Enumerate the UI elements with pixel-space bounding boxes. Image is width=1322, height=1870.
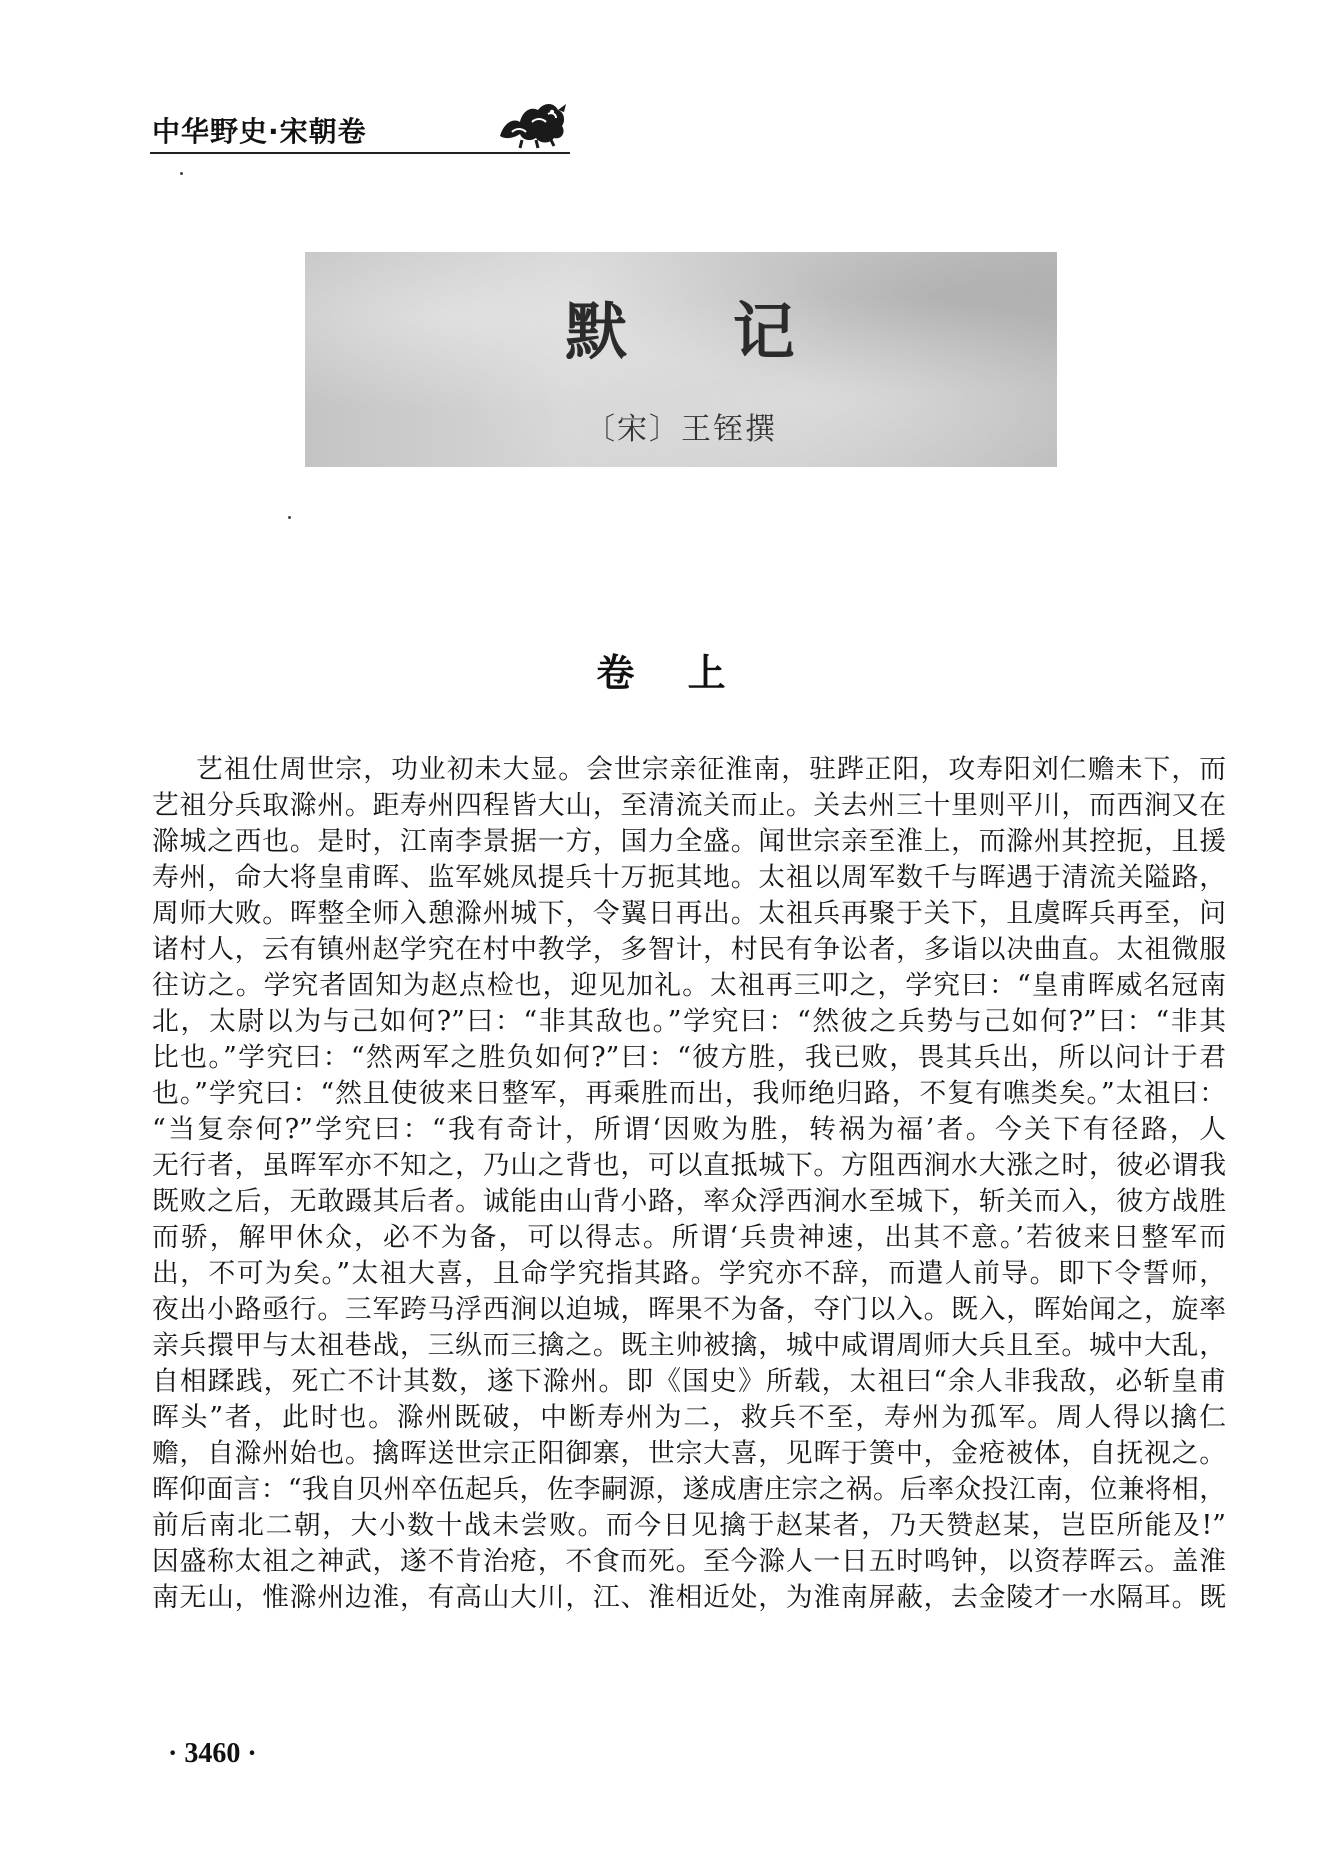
page-number: · 3460 · — [168, 1738, 257, 1769]
text-line: 周师大败。晖整全师入憩滁州城下，令翼日再出。太祖兵再聚于关下，且虞晖兵再至，问 — [152, 898, 1226, 929]
text-line: 诸村人，云有镇州赵学究在村中教学，多智计，村民有争讼者，多诣以决曲直。太祖微服 — [152, 934, 1226, 965]
text-line: 前后南北二朝，大小数十战未尝败。而今日见擒于赵某者，乃天赞赵某，岂臣所能及!” — [152, 1510, 1226, 1541]
text-line: 往访之。学究者固知为赵点检也，迎见加礼。太祖再三叩之，学究曰：“皇甫晖威名冠南 — [152, 970, 1226, 1001]
body-text — [152, 752, 1226, 1616]
text-line: 滁城之西也。是时，江南李景据一方，国力全盛。闻世宗亲至淮上，而滁州其控扼，且援 — [152, 826, 1226, 857]
text-line: 也。”学究曰：“然且使彼来日整军，再乘胜而出，我师绝归路，不复有噍类矣。”太祖曰： — [152, 1078, 1226, 1109]
text-line: 比也。”学究曰：“然两军之胜负如何?”曰：“彼方胜，我已败，畏其兵出，所以问计于君 — [152, 1042, 1226, 1073]
text-line: 既败之后，无敢蹑其后者。诚能由山背小路，率众浮西涧水至城下，斩关而入，彼方战胜 — [152, 1186, 1226, 1217]
text-line: 夜出小路亟行。三军跨马浮西涧以迫城，晖果不为备，夺门以入。既入，晖始闻之，旋率 — [152, 1294, 1226, 1325]
text-line: 南无山，惟滁州边淮，有高山大川，江、淮相近处，为淮南屏蔽，去金陵才一水隔耳。既 — [152, 1582, 1226, 1613]
text-line: 艺祖仕周世宗，功业初未大显。会世宗亲征淮南，驻跸正阳，攻寿阳刘仁赡未下，而 — [196, 754, 1226, 785]
dragon-emblem-icon — [492, 92, 572, 150]
header-rule — [150, 152, 570, 154]
text-line: “当复奈何?”学究曰：“我有奇计，所谓‘因败为胜，转祸为福’者。今关下有径路，人 — [152, 1114, 1226, 1145]
text-line: 赡，自滁州始也。擒晖送世宗正阳御寨，世宗大喜，见晖于箦中，金疮被体，自抚视之。 — [152, 1438, 1226, 1469]
section-title: 卷 上 — [596, 651, 726, 695]
book-title: 默 记 — [565, 295, 797, 368]
text-line: 而骄，解甲休众，必不为备，可以得志。所谓‘兵贵神速，出其不意。’若彼来日整军而 — [152, 1222, 1226, 1253]
text-line: 晖仰面言：“我自贝州卒伍起兵，佐李嗣源，遂成唐庄宗之祸。后率众投江南，位兼将相， — [152, 1474, 1226, 1505]
book-author: 〔宋〕王铚撰 — [585, 412, 777, 447]
text-line: 自相蹂践，死亡不计其数，遂下滁州。即《国史》所载，太祖曰“余人非我敌，必斩皇甫 — [152, 1366, 1226, 1397]
scan-speck — [288, 516, 291, 519]
scan-speck — [180, 172, 183, 175]
text-line: 北，太尉以为与己如何?”曰：“非其敌也。”学究曰：“然彼之兵势与己如何?”曰：“非其 — [152, 1006, 1226, 1037]
text-line: 出，不可为矣。”太祖大喜，且命学究指其路。学究亦不辞，而遣人前导。即下令誓师， — [152, 1258, 1226, 1289]
title-banner — [305, 252, 1057, 467]
text-line: 无行者，虽晖军亦不知之，乃山之背也，可以直抵城下。方阻西涧水大涨之时，彼必谓我 — [152, 1150, 1226, 1181]
text-line: 晖头”者，此时也。滁州既破，中断寿州为二，救兵不至，寿州为孤军。周人得以擒仁 — [152, 1402, 1226, 1433]
text-line: 因盛称太祖之神武，遂不肯治疮，不食而死。至今滁人一日五时鸣钟，以资荐晖云。盖淮 — [152, 1546, 1226, 1577]
text-line: 亲兵擐甲与太祖巷战，三纵而三擒之。既主帅被擒，城中咸谓周师大兵且至。城中大乱， — [152, 1330, 1226, 1361]
running-head: 中华野史·宋朝卷 — [152, 115, 367, 148]
text-line: 艺祖分兵取滁州。距寿州四程皆大山，至清流关而止。关去州三十里则平川，而西涧又在 — [152, 790, 1226, 821]
text-line: 寿州，命大将皇甫晖、监军姚凤提兵十万扼其地。太祖以周军数千与晖遇于清流关隘路， — [152, 862, 1226, 893]
